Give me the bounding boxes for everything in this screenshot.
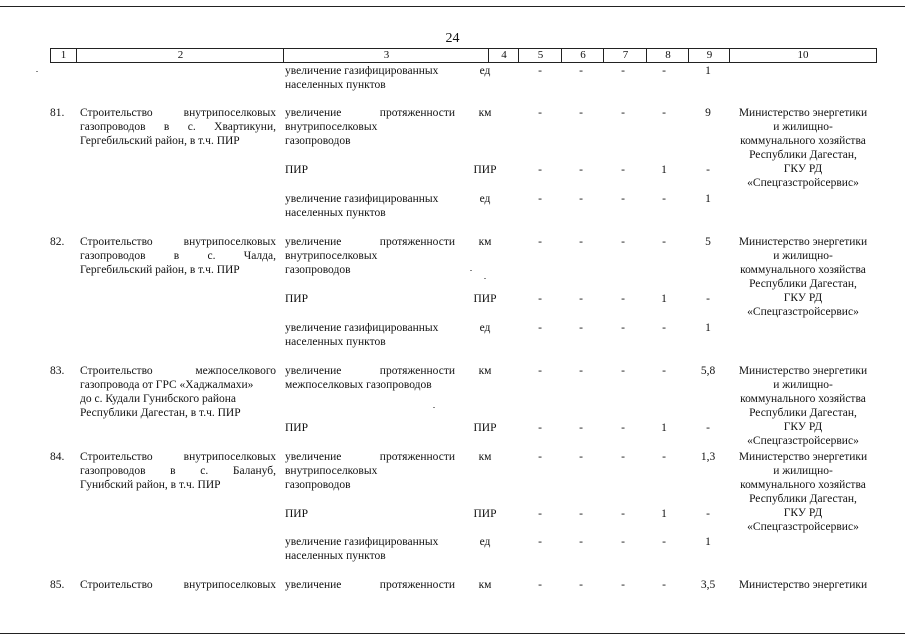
c5: -	[538, 579, 542, 591]
c5: -	[538, 236, 542, 248]
col-header-10: 10	[729, 49, 876, 62]
col-header-3: 3	[283, 49, 489, 62]
c9: -	[706, 508, 710, 520]
cont-c8: -	[662, 65, 666, 77]
executor-line: и жилищно-	[773, 465, 833, 477]
executor	[728, 235, 878, 319]
name-line: газопроводов в с. Балануб,	[80, 465, 276, 477]
c9: -	[706, 293, 710, 305]
bottom-edge-line	[0, 633, 905, 634]
top-edge-line	[0, 6, 905, 7]
c7: -	[621, 508, 625, 520]
cont-c9: 1	[705, 65, 711, 77]
item-name	[80, 364, 276, 420]
indicator-line: газопроводов	[285, 135, 351, 147]
c5: -	[538, 293, 542, 305]
c6: -	[579, 422, 583, 434]
indicator	[285, 578, 455, 592]
indicator	[285, 106, 455, 148]
indicator	[285, 450, 455, 492]
c5: -	[538, 536, 542, 548]
c5: -	[538, 164, 542, 176]
indicator-line: увеличение протяженности	[285, 107, 455, 119]
c9: 1	[705, 536, 711, 548]
executor-line: Министерство энергетики	[738, 236, 868, 248]
indicator	[285, 321, 460, 349]
unit: ПИР	[473, 164, 497, 176]
indicator-line: внутрипоселковых	[285, 250, 378, 262]
c8: -	[662, 536, 666, 548]
c7: -	[621, 365, 625, 377]
c6: -	[579, 365, 583, 377]
c7: -	[621, 107, 625, 119]
c7: -	[621, 536, 625, 548]
executor-line: Республики Дагестан,	[749, 407, 857, 419]
executor-line: Республики Дагестан,	[749, 493, 857, 505]
c7: -	[621, 422, 625, 434]
c8: -	[662, 579, 666, 591]
indicator-line: увеличение протяженности	[285, 365, 455, 377]
indicator-line: населенных пунктов	[285, 79, 386, 91]
executor-line: «Спецгазстройсервис»	[747, 306, 859, 318]
name-line: газопровода от ГРС «Хаджалмахи»	[80, 379, 254, 391]
executor	[728, 106, 878, 190]
cont-c5: -	[538, 65, 542, 77]
c6: -	[579, 536, 583, 548]
indicator	[285, 235, 455, 277]
unit: км	[478, 107, 492, 119]
indicator-line: газопроводов	[285, 264, 351, 276]
c6: -	[579, 508, 583, 520]
c5: -	[538, 107, 542, 119]
scan-speck	[36, 71, 38, 72]
executor	[728, 578, 878, 592]
item-name	[80, 578, 276, 592]
c9: 1	[705, 322, 711, 334]
col-header-9: 9	[688, 49, 730, 62]
col-header-6: 6	[561, 49, 604, 62]
c5: -	[538, 365, 542, 377]
name-line: Строительство внутрипоселковых	[80, 451, 276, 463]
c7: -	[621, 579, 625, 591]
unit: км	[478, 579, 492, 591]
column-header-row	[50, 48, 877, 63]
item-name	[80, 450, 276, 492]
indicator-line: увеличение протяженности	[285, 451, 455, 463]
name-line: Гунибский район, в т.ч. ПИР	[80, 479, 221, 491]
c6: -	[579, 107, 583, 119]
c8: -	[662, 365, 666, 377]
c9: -	[706, 164, 710, 176]
executor-line: Республики Дагестан,	[749, 278, 857, 290]
indicator-line: внутрипоселковых	[285, 121, 378, 133]
c5: -	[538, 508, 542, 520]
executor-line: «Спецгазстройсервис»	[747, 521, 859, 533]
executor-line: «Спецгазстройсервис»	[747, 435, 859, 447]
unit: км	[478, 236, 492, 248]
c6: -	[579, 236, 583, 248]
c6: -	[579, 193, 583, 205]
indicator-line: увеличение газифицированных	[285, 65, 439, 77]
executor-line: ГКУ РД	[783, 292, 823, 304]
c7: -	[621, 236, 625, 248]
page-number: 24	[445, 31, 460, 46]
executor-line: коммунального хозяйства	[740, 264, 866, 276]
c7: -	[621, 451, 625, 463]
item-number: 81.	[50, 107, 65, 119]
unit: ПИР	[473, 293, 497, 305]
name-line: Строительство внутрипоселковых	[80, 579, 276, 591]
name-line: Строительство межпоселкового	[80, 365, 276, 377]
c8: -	[662, 451, 666, 463]
item-number: 83.	[50, 365, 65, 377]
unit: ед	[479, 536, 491, 548]
cont-c6: -	[579, 65, 583, 77]
col-header-1: 1	[60, 49, 67, 61]
executor-line: Республики Дагестан,	[749, 149, 857, 161]
cont-c7: -	[621, 65, 625, 77]
indicator-line: увеличение газифицированных	[285, 322, 439, 334]
c6: -	[579, 322, 583, 334]
c7: -	[621, 193, 625, 205]
item-number: 82.	[50, 236, 65, 248]
scan-speck	[470, 270, 472, 271]
executor-line: ГКУ РД	[783, 163, 823, 175]
c6: -	[579, 293, 583, 305]
unit: км	[478, 451, 492, 463]
indicator	[285, 364, 455, 392]
indicator-line: увеличение протяженности	[285, 236, 455, 248]
c7: -	[621, 322, 625, 334]
indicator-line: увеличение протяженности	[285, 579, 455, 591]
cont-unit: ед	[479, 65, 491, 77]
executor-line: Министерство энергетики	[738, 365, 868, 377]
c8: -	[662, 236, 666, 248]
indicator-line: населенных пунктов	[285, 207, 386, 219]
indicator-line: газопроводов	[285, 479, 351, 491]
executor-line: ГКУ РД	[783, 507, 823, 519]
name-line: газопроводов в с. Хвартикуни,	[80, 121, 276, 133]
executor-line: Министерство энергетики	[738, 579, 868, 591]
indicator-line: населенных пунктов	[285, 550, 386, 562]
c9: 9	[705, 107, 711, 119]
c9: 5	[705, 236, 711, 248]
name-line: Республики Дагестан, в т.ч. ПИР	[80, 407, 241, 419]
unit: ед	[479, 193, 491, 205]
executor-line: коммунального хозяйства	[740, 479, 866, 491]
unit: ПИР	[473, 508, 497, 520]
indicator	[285, 192, 460, 220]
name-line: Строительство внутрипоселковых	[80, 236, 276, 248]
executor-line: коммунального хозяйства	[740, 393, 866, 405]
executor-line: и жилищно-	[773, 379, 833, 391]
scan-speck	[484, 278, 486, 279]
executor-line: и жилищно-	[773, 250, 833, 262]
c9: 5,8	[700, 365, 716, 377]
c9: 1	[705, 193, 711, 205]
c9: 3,5	[700, 579, 716, 591]
indicator-line: увеличение газифицированных	[285, 536, 439, 548]
cont-indicator	[285, 64, 460, 92]
c6: -	[579, 579, 583, 591]
indicator-line: увеличение газифицированных	[285, 193, 439, 205]
scan-speck	[433, 407, 435, 408]
executor-line: Министерство энергетики	[738, 107, 868, 119]
c8: -	[662, 193, 666, 205]
c5: -	[538, 422, 542, 434]
executor	[728, 450, 878, 534]
item-name	[80, 235, 276, 277]
indicator	[285, 535, 460, 563]
name-line: Гергебильский район, в т.ч. ПИР	[80, 264, 240, 276]
c8: -	[662, 322, 666, 334]
executor-line: и жилищно-	[773, 121, 833, 133]
executor-line: «Спецгазстройсервис»	[747, 177, 859, 189]
col-header-7: 7	[603, 49, 647, 62]
indicator-line: межпоселковых газопроводов	[285, 379, 432, 391]
c8: 1	[661, 422, 667, 434]
item-name	[80, 106, 276, 148]
indicator: ПИР	[285, 422, 309, 434]
c6: -	[579, 164, 583, 176]
unit: км	[478, 365, 492, 377]
unit: ед	[479, 322, 491, 334]
c5: -	[538, 193, 542, 205]
col-header-4: 4	[488, 49, 519, 62]
c5: -	[538, 451, 542, 463]
indicator-line: внутрипоселковых	[285, 465, 378, 477]
c8: 1	[661, 164, 667, 176]
col-header-2: 2	[76, 49, 284, 62]
c7: -	[621, 164, 625, 176]
executor-line: ГКУ РД	[783, 421, 823, 433]
indicator: ПИР	[285, 508, 309, 520]
col-header-8: 8	[646, 49, 689, 62]
executor	[728, 364, 878, 448]
executor-line: коммунального хозяйства	[740, 135, 866, 147]
indicator: ПИР	[285, 164, 309, 176]
c7: -	[621, 293, 625, 305]
c8: 1	[661, 293, 667, 305]
name-line: до с. Кудали Гунибского района	[80, 393, 237, 405]
unit: ПИР	[473, 422, 497, 434]
col-header-5: 5	[518, 49, 562, 62]
c8: 1	[661, 508, 667, 520]
executor-line: Министерство энергетики	[738, 451, 868, 463]
item-number: 84.	[50, 451, 65, 463]
c6: -	[579, 451, 583, 463]
indicator-line: населенных пунктов	[285, 336, 386, 348]
c5: -	[538, 322, 542, 334]
c8: -	[662, 107, 666, 119]
name-line: Строительство внутрипоселковых	[80, 107, 276, 119]
name-line: газопроводов в с. Чалда,	[80, 250, 276, 262]
item-number: 85.	[50, 579, 65, 591]
indicator: ПИР	[285, 293, 309, 305]
name-line: Гергебильский район, в т.ч. ПИР	[80, 135, 240, 147]
c9: -	[706, 422, 710, 434]
c9: 1,3	[700, 451, 716, 463]
